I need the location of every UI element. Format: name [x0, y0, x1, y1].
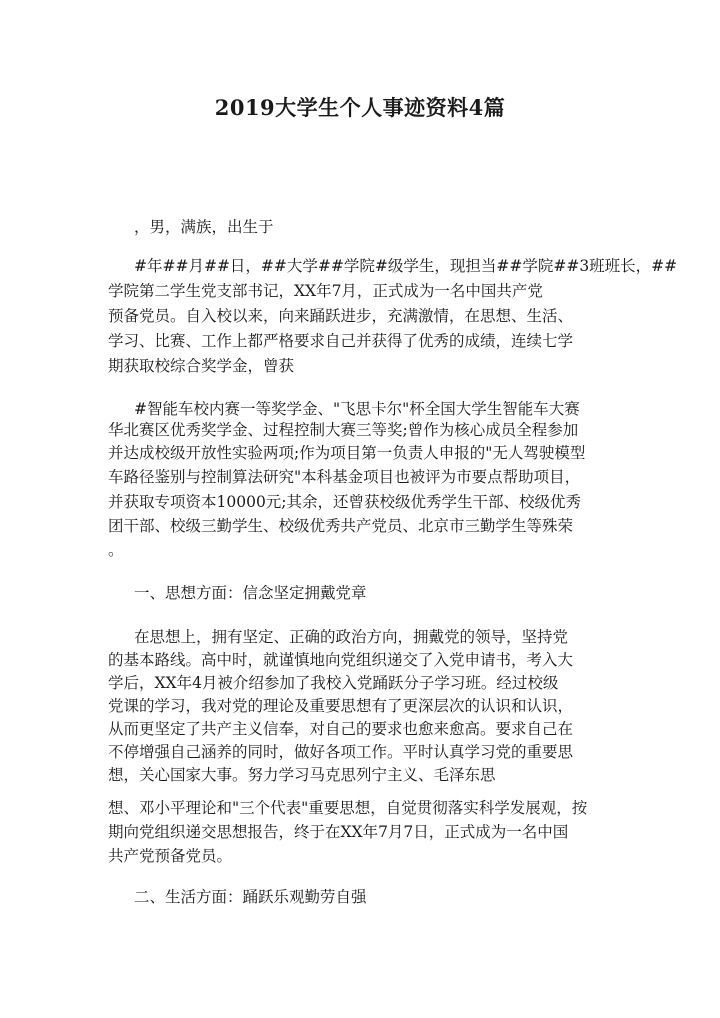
paragraph-line: #年##月##日，##大学##学院#级学生，现担当##学院##3班班长，## [134, 257, 678, 275]
section-heading: 二、生活方面：踊跃乐观勤劳自强 [134, 888, 367, 906]
paragraph-line: 的基本路线。高中时，就谨慎地向党组织递交了入党申请书，考入大 [108, 651, 574, 669]
paragraph-line: 预备党员。自入校以来，向来踊跃进步，充满激情，在思想、生活、 [108, 307, 574, 325]
paragraph-line: 不停增强自己涵养的同时，做好各项工作。平时认真学习党的重要思 [108, 743, 574, 761]
paragraph-line: 在思想上，拥有坚定、正确的政治方向，拥戴党的领导，坚持党 [134, 628, 569, 646]
paragraph-line: 党课的学习，我对党的理论及重要思想有了更深层次的认识和认识， [108, 697, 574, 715]
paragraph-line: 学习、比赛、工作上都严格要求自己并获得了优秀的成绩，连续七学 [108, 332, 574, 350]
paragraph-line: 想、邓小平理论和"三个代表"重要思想，自觉贯彻落实科学发展观，按 [108, 799, 588, 817]
paragraph-line: 并获取专项资本10000元;其余，还曾获校级优秀学生干部、校级优秀 [108, 493, 582, 511]
paragraph-line: 并达成校级开放性实验两项;作为项目第一负责人申报的"无人驾驶模型 [108, 444, 586, 462]
paragraph-line: 学院第二学生党支部书记，XX年7月，正式成为一名中国共产党 [108, 282, 543, 300]
paragraph-line: ，男，满族，出生于 [134, 218, 274, 236]
paragraph-line: 期向党组织递交思想报告，终于在XX年7月7日，正式成为一名中国 [108, 823, 569, 841]
paragraph-line: 从而更坚定了共产主义信奉，对自己的要求也愈来愈高。要求自己在 [108, 720, 574, 738]
paragraph-line: 学后，XX年4月被介绍参加了我校入党踊跃分子学习班。经过校级 [108, 674, 559, 692]
section-heading: 一、思想方面：信念坚定拥戴党章 [134, 584, 367, 602]
paragraph-line: #智能车校内赛一等奖学金、"飞思卡尔"杯全国大学生智能车大赛 [134, 400, 580, 418]
document-title: 2019大学生个人事迹资料4篇 [214, 95, 506, 120]
paragraph-line: 共产党预备党员。 [108, 847, 233, 865]
paragraph-line: 团干部、校级三勤学生、校级优秀共产党员、北京市三勤学生等殊荣 [108, 517, 574, 535]
paragraph-line: 华北赛区优秀奖学金、过程控制大赛三等奖;曾作为核心成员全程参加 [108, 421, 579, 439]
paragraph-line: 。 [108, 541, 124, 559]
paragraph-line: 想，关心国家大事。努力学习马克思列宁主义、毛泽东思 [108, 766, 496, 784]
paragraph-line: 期获取校综合奖学金，曾获 [108, 357, 295, 375]
paragraph-line: 车路径鉴别与控制算法研究"本科基金项目也被评为市要点帮助项目， [108, 468, 581, 486]
